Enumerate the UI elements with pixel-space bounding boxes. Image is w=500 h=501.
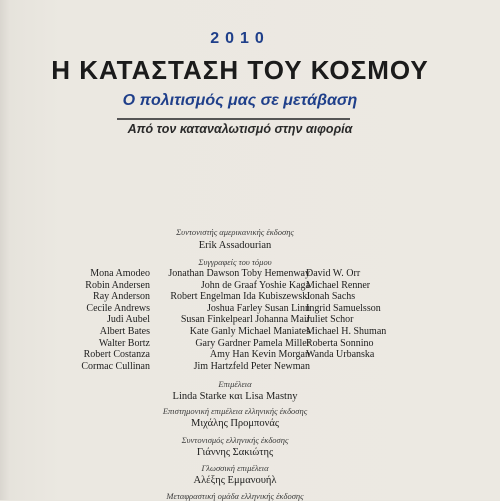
author-name: Juliet Schor: [306, 314, 354, 326]
author-name: Michael H. Shuman: [306, 325, 387, 337]
language-editing-caption: Γλωσσική επιμέλεια: [201, 463, 269, 473]
american-edition-coordinator: Erik Assadourian: [198, 240, 272, 251]
language-editor: Αλέξης Εμμανουήλ: [193, 475, 277, 486]
author-name: Judi Aubel: [106, 314, 150, 326]
book-title: Η ΚΑΤΑΣΤΑΣΗ ΤΟΥ ΚΟΣΜΟΥ: [51, 55, 429, 85]
scientific-editor: Μιχάλης Προμπονάς: [190, 418, 280, 429]
author-name: John de Graaf Yoshie Kaga: [200, 279, 310, 291]
author-name: Cecile Andrews: [86, 302, 150, 314]
author-name: Michael Renner: [306, 279, 371, 291]
author-name: Ingrid Samuelsson: [306, 302, 381, 314]
american-edition-caption: Συντονιστής αμερικανικής έκδοσης: [176, 227, 294, 237]
author-name: Amy Han Kevin Morgan: [209, 349, 310, 361]
author-name: Roberta Sonnino: [306, 337, 374, 349]
editing-names: Linda Starke και Lisa Mastny: [172, 391, 298, 402]
author-name: Robert Costanza: [83, 349, 150, 361]
author-name: Robin Andersen: [85, 279, 150, 291]
author-name: Jonah Sachs: [306, 291, 356, 303]
author-name: Jonathan Dawson Toby Hemenway: [168, 268, 310, 279]
author-name: Ray Anderson: [93, 291, 150, 303]
author-name: Kate Ganly Michael Maniates: [189, 325, 310, 337]
book-tagline: Από τον καταναλωτισμό στην αιφορία: [127, 122, 353, 136]
author-name: David W. Orr: [306, 268, 361, 279]
author-name: Joshua Farley Susan Linn: [206, 302, 310, 314]
greek-coordination-caption: Συντονισμός ελληνικής έκδοσης: [181, 435, 289, 445]
author-name: Albert Bates: [99, 325, 150, 337]
authors-column-right: [306, 268, 386, 361]
author-name: Jim Hartzfeld Peter Newman: [193, 360, 310, 372]
author-name: Wanda Urbanska: [306, 349, 375, 361]
editing-caption: Επιμέλεια: [218, 379, 252, 389]
edition-year: 2010: [210, 30, 270, 47]
authors-column-middle: [160, 268, 310, 372]
authors-column-left: [81, 268, 150, 372]
author-name: Walter Bortz: [98, 337, 150, 349]
author-name: Cormac Cullinan: [81, 360, 150, 372]
greek-coordinator: Γιάννης Σακιώτης: [196, 447, 274, 458]
author-name: Robert Engelman Ida Kubiszewski: [170, 291, 310, 303]
translation-team-caption: Μεταφραστική ομάδα ελληνικής έκδοσης: [166, 491, 304, 501]
author-name: Susan Finkelpearl Johanna Mair: [180, 314, 310, 326]
authors-caption: Συγγραφείς του τόμου: [198, 257, 272, 267]
author-name: Gary Gardner Pamela Miller: [195, 337, 310, 349]
title-divider: [117, 118, 350, 120]
author-name: Mona Amodeo: [90, 268, 150, 279]
scientific-editing-caption: Επιστημονική επιμέλεια ελληνικής έκδοσης: [162, 406, 308, 416]
book-subtitle: Ο πολιτισμός μας σε μετάβαση: [122, 92, 358, 109]
